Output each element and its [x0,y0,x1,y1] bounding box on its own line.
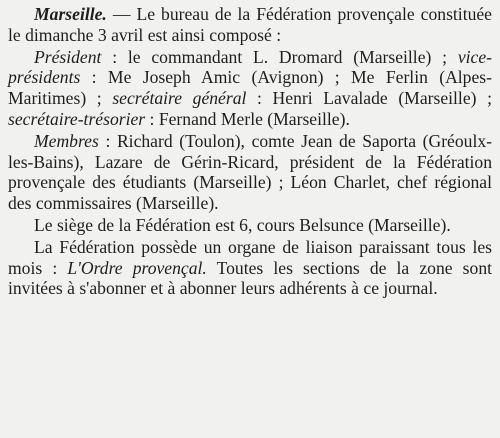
journal-title: L'Ordre provençal. [67,257,207,278]
paragraph-seat [8,215,492,236]
paragraph-members [8,131,492,214]
journal-text-before: La Fédération possède un organe de liaison paraissant tous les mois : [8,236,492,278]
paragraph-bureau [8,4,492,46]
paragraph-officers [8,47,492,130]
secretary-treasurer-label: secrétaire-trésorier [8,108,146,129]
secretary-general-label: secrétaire général [112,88,247,109]
secretary-treasurer-text: : Fernand Merle (Marseille). [145,108,350,129]
article-column [8,4,492,434]
paragraph-journal [8,237,492,299]
vice-presidents-text: : Me Joseph Amic (Avignon) ; Me Ferlin (Alpes-Maritimes) ; [8,67,492,109]
bureau-text: — Le bureau de la Fédération provençale constituée le dimanche 3 avril est ainsi composé : [8,4,492,45]
members-label: Membres [34,130,99,151]
president-text: : le commandant L. Dromard (Marseille) ; [101,46,458,67]
seat-text: Le siège de la Fédération est 6, cours Belsunce (Marseille). [34,214,451,235]
journal-text-after: Toutes les sections de la zone sont invitées à s'abonner et à abonner leurs adhérents à ce journal. [8,257,493,299]
members-text: : Richard (Toulon), comte Jean de Saporta (Gréoulx-les-Bains), Lazare de Gérin-Ricard, président de la Fédération provençale des étudiants (Marseille) ; Léon Charlet, chef régional des commissaires (Marseille). [8,130,492,214]
place-heading: Marseille. [34,4,107,24]
vice-presidents-label: vice-présidents [8,46,492,88]
president-label: Président [34,46,102,67]
secretary-general-text: : Henri Lavalade (Marseille) ; [246,88,492,109]
